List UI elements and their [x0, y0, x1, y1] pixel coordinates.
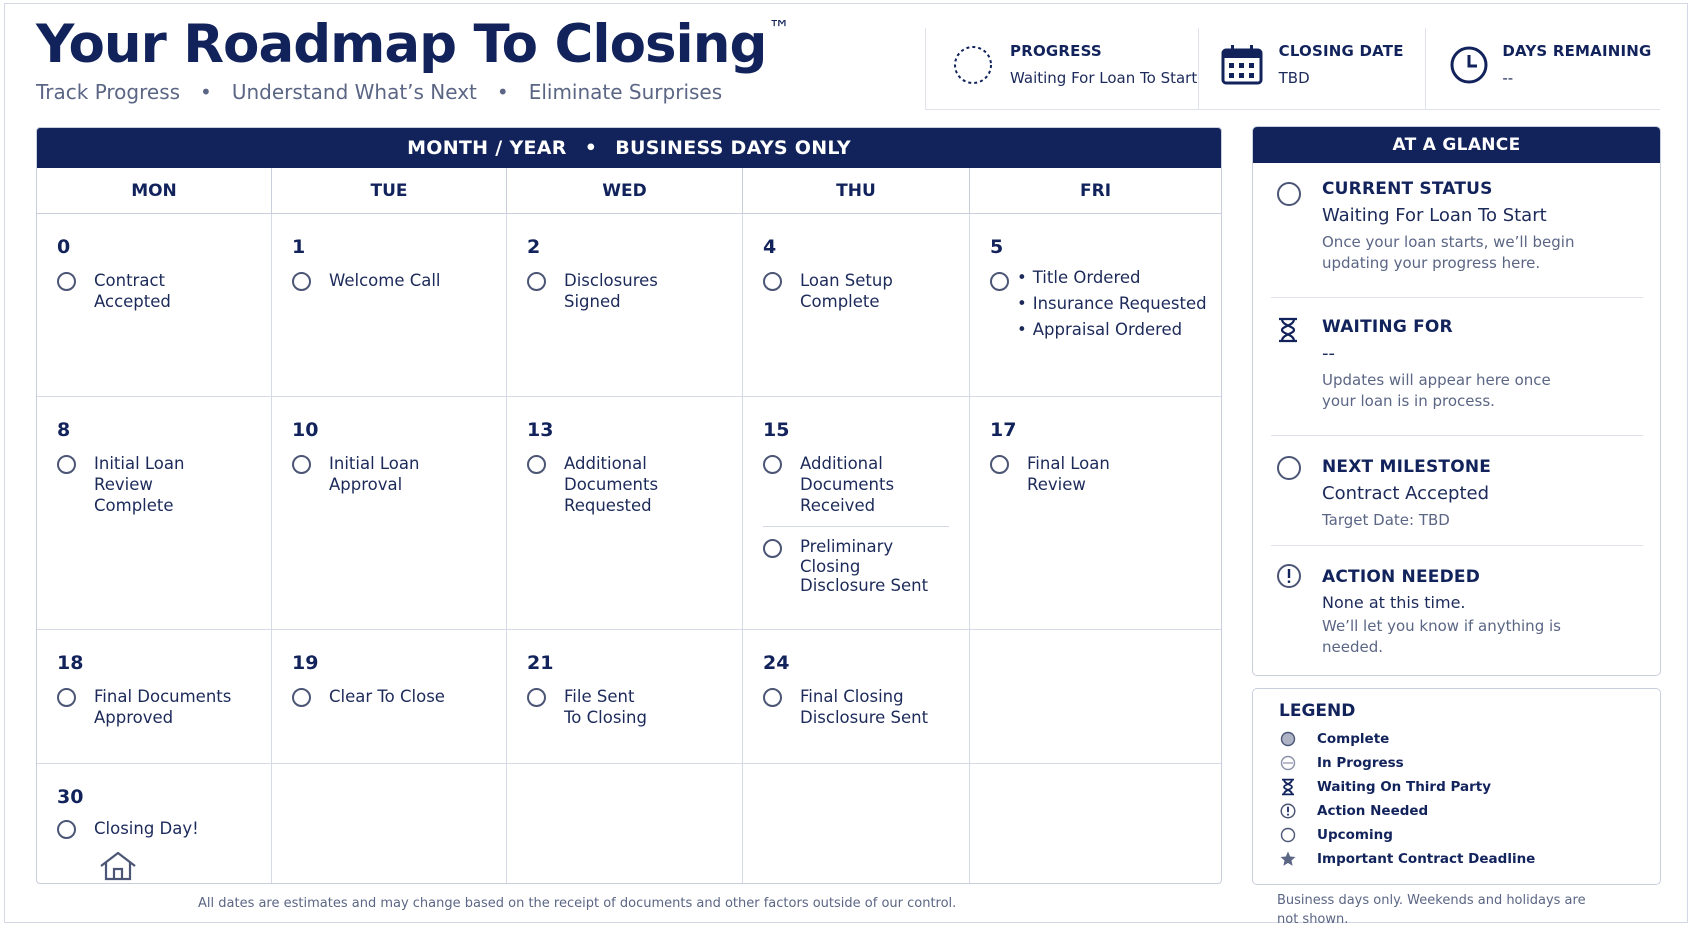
- calendar-cell-empty: [970, 764, 1221, 884]
- calendar-cell: [507, 397, 743, 630]
- legend-title: LEGEND: [1279, 701, 1356, 721]
- hourglass-icon: [1279, 778, 1297, 796]
- next-milestone-value: Contract Accepted: [1322, 483, 1490, 504]
- weekday-row: [37, 168, 1221, 214]
- progress-value: Waiting For Loan To Start: [1010, 69, 1198, 87]
- days-remaining-value: --: [1502, 69, 1514, 87]
- calendar-cell-empty: [272, 764, 507, 884]
- milestone-label: Closing Day!: [94, 819, 199, 838]
- next-milestone-note: Target Date: TBD: [1322, 511, 1450, 529]
- status-circle-icon: [1276, 181, 1302, 211]
- day-number: 4: [763, 236, 777, 258]
- day-number: 1: [292, 236, 306, 258]
- day-number: 18: [57, 652, 84, 674]
- subtitle-item: Eliminate Surprises: [528, 80, 723, 104]
- upcoming-circle-icon: [57, 820, 76, 839]
- milestone-item[interactable]: [990, 268, 1221, 343]
- calendar-cell: [272, 397, 507, 630]
- milestone-label: Initial Loan Review Complete: [94, 454, 185, 515]
- business-days-label: BUSINESS DAYS ONLY: [615, 137, 851, 159]
- upcoming-circle-icon: [57, 455, 76, 474]
- milestone-label: Disclosures Signed: [564, 271, 658, 311]
- cell-divider: [763, 526, 949, 527]
- roadmap-calendar: [36, 127, 1222, 884]
- at-a-glance-panel: [1252, 126, 1661, 676]
- milestone-item[interactable]: [763, 537, 969, 596]
- milestone-item[interactable]: [990, 453, 1221, 495]
- weekday-tue: TUE: [272, 168, 507, 213]
- milestone-label: Final Closing Disclosure Sent: [800, 687, 929, 727]
- upcoming-circle-icon: [763, 539, 782, 558]
- half-circle-icon: [1279, 754, 1297, 772]
- milestone-item[interactable]: [292, 453, 506, 495]
- upcoming-circle-icon: [527, 688, 546, 707]
- exclamation-icon: [1276, 563, 1302, 593]
- filled-circle-icon: [1279, 730, 1297, 748]
- legend-panel: [1252, 688, 1661, 885]
- milestone-label: Loan Setup Complete: [800, 271, 893, 311]
- progress-label: PROGRESS: [1010, 42, 1102, 60]
- star-icon: [1279, 850, 1297, 868]
- calendar-cell: [37, 397, 272, 630]
- calendar-cell: [970, 397, 1221, 630]
- calendar-cell: [272, 630, 507, 764]
- legend-item: [1279, 775, 1660, 799]
- closing-date-value: TBD: [1278, 69, 1310, 87]
- legend-footnote: Business days only. Weekends and holidays are not shown.: [1277, 893, 1586, 927]
- upcoming-circle-icon: [57, 688, 76, 707]
- upcoming-circle-icon: [763, 688, 782, 707]
- milestone-item[interactable]: [292, 686, 506, 707]
- calendar-cell: [37, 214, 272, 397]
- house-icon: [99, 851, 271, 884]
- glance-title: AT A GLANCE: [1253, 127, 1660, 163]
- calendar-header: [37, 128, 1221, 168]
- milestone-label: Final Documents Approved: [94, 687, 232, 727]
- milestone-bullet-list: [1017, 265, 1207, 343]
- section-divider: [1271, 297, 1643, 298]
- weekday-fri: FRI: [1079, 180, 1112, 201]
- milestone-bullet: • Insurance Requested: [1017, 291, 1207, 317]
- legend-label: Waiting On Third Party: [1317, 779, 1492, 795]
- legend-item: [1279, 727, 1660, 751]
- weekday-thu: THU: [743, 168, 970, 213]
- day-number: 17: [990, 419, 1017, 441]
- day-number: 30: [57, 786, 84, 808]
- hourglass-icon: [1276, 317, 1300, 347]
- milestone-label: Contract Accepted: [94, 271, 171, 311]
- calendar-icon: [1219, 42, 1265, 88]
- day-number: 2: [527, 236, 541, 258]
- day-number: 10: [292, 419, 319, 441]
- action-needed-value: None at this time.: [1322, 593, 1466, 612]
- subtitle-separator: •: [200, 80, 212, 104]
- weekday-wed: WED: [507, 168, 743, 213]
- calendar-cell: [743, 630, 970, 764]
- section-divider: [1271, 545, 1643, 546]
- page-subtitle: [36, 80, 722, 104]
- days-remaining-status: [1425, 28, 1660, 109]
- milestone-item[interactable]: [763, 453, 969, 516]
- subtitle-item: Understand What’s Next: [231, 80, 477, 104]
- status-bar: [925, 28, 1660, 110]
- exclamation-icon: [1279, 802, 1297, 820]
- calendar-cell: [743, 214, 970, 397]
- day-number: 13: [527, 419, 554, 441]
- legend-item: [1279, 823, 1660, 847]
- milestone-label: Final Loan Review: [1027, 454, 1110, 494]
- upcoming-circle-icon: [292, 688, 311, 707]
- legend-label: Upcoming: [1317, 827, 1393, 843]
- upcoming-circle-icon: [527, 272, 546, 291]
- milestone-label: Preliminary Closing Disclosure Sent: [800, 537, 929, 595]
- header-separator: •: [584, 137, 598, 159]
- legend-item: [1279, 751, 1660, 775]
- day-number: 24: [763, 652, 790, 674]
- subtitle-item: Track Progress: [36, 80, 181, 104]
- current-status-note: Once your loan starts, we’ll begin updating your progress here.: [1322, 233, 1575, 272]
- upcoming-circle-icon: [990, 272, 1009, 291]
- milestone-item[interactable]: [57, 270, 271, 312]
- legend-label: Complete: [1317, 731, 1390, 747]
- action-needed-label: ACTION NEEDED: [1322, 567, 1481, 587]
- legend-item: [1279, 799, 1660, 823]
- milestone-label: File Sent To Closing: [564, 687, 647, 727]
- milestone-bullet: • Title Ordered: [1017, 265, 1207, 291]
- month-year-label: MONTH / YEAR: [407, 137, 567, 159]
- upcoming-circle-icon: [57, 272, 76, 291]
- dashed-circle-icon: [950, 42, 996, 88]
- action-needed-note: We’ll let you know if anything is needed.: [1322, 617, 1561, 656]
- waiting-for-value: --: [1322, 343, 1335, 364]
- legend-item: [1279, 847, 1660, 871]
- next-milestone-section: [1271, 457, 1643, 531]
- legend-label: Important Contract Deadline: [1317, 851, 1536, 867]
- day-number: 19: [292, 652, 319, 674]
- progress-status: [926, 28, 1198, 109]
- legend-label: In Progress: [1317, 755, 1404, 771]
- current-status-section: [1271, 179, 1643, 274]
- calendar-cell: [507, 630, 743, 764]
- day-number: 15: [763, 419, 790, 441]
- milestone-item[interactable]: [527, 686, 742, 728]
- days-remaining-label: DAYS REMAINING: [1502, 42, 1652, 60]
- calendar-cell-empty: [970, 630, 1221, 764]
- day-number: 21: [527, 652, 554, 674]
- calendar-cell-empty: [507, 764, 743, 884]
- empty-circle-icon: [1279, 826, 1297, 844]
- closing-date-status: [1198, 28, 1426, 109]
- calendar-grid: [37, 214, 1221, 884]
- current-status-value: Waiting For Loan To Start: [1322, 205, 1547, 226]
- milestone-label: Additional Documents Requested: [564, 454, 659, 515]
- waiting-for-label: WAITING FOR: [1322, 317, 1453, 337]
- milestone-item[interactable]: [57, 686, 271, 728]
- calendar-cell-empty: [743, 764, 970, 884]
- milestone-item[interactable]: [527, 270, 742, 312]
- milestone-item[interactable]: [527, 453, 742, 516]
- weekday-mon: MON: [37, 168, 272, 213]
- waiting-for-note: Updates will appear here once your loan is in process.: [1322, 371, 1551, 410]
- closing-date-label: CLOSING DATE: [1278, 42, 1404, 60]
- upcoming-circle-icon: [990, 455, 1009, 474]
- upcoming-circle-icon: [763, 272, 782, 291]
- calendar-cell: [37, 764, 272, 884]
- milestone-item[interactable]: [763, 686, 969, 728]
- page-title: Your Roadmap To Closing™: [36, 14, 790, 75]
- upcoming-circle-icon: [292, 455, 311, 474]
- current-status-label: CURRENT STATUS: [1322, 179, 1493, 199]
- milestone-bullet: • Appraisal Ordered: [1017, 317, 1207, 343]
- milestone-item[interactable]: [57, 453, 271, 516]
- clock-icon: [1446, 42, 1492, 88]
- milestone-item[interactable]: [763, 270, 969, 312]
- calendar-cell: [37, 630, 272, 764]
- next-milestone-label: NEXT MILESTONE: [1322, 457, 1492, 477]
- milestone-item[interactable]: [57, 818, 271, 839]
- milestone-label: Additional Documents Received: [800, 454, 895, 515]
- calendar-footnote: All dates are estimates and may change based on the receipt of documents and other factors outside of our control.: [198, 896, 957, 911]
- milestone-label: Clear To Close: [329, 687, 445, 706]
- upcoming-circle-icon: [292, 272, 311, 291]
- calendar-cell: [743, 397, 970, 630]
- day-number: 5: [990, 236, 1004, 258]
- legend-label: Action Needed: [1317, 803, 1429, 819]
- calendar-cell: [970, 214, 1221, 397]
- milestone-label: Initial Loan Approval: [329, 454, 420, 494]
- waiting-for-section: [1271, 317, 1643, 412]
- calendar-cell: [507, 214, 743, 397]
- subtitle-separator: •: [496, 80, 509, 104]
- calendar-cell: [272, 214, 507, 397]
- milestone-label: Welcome Call: [329, 271, 441, 290]
- upcoming-circle-icon: [527, 455, 546, 474]
- action-needed-section: [1271, 567, 1643, 658]
- day-number: 8: [57, 419, 71, 441]
- upcoming-circle-icon: [763, 455, 782, 474]
- section-divider: [1271, 435, 1643, 436]
- day-number: 0: [57, 236, 71, 258]
- milestone-circle-icon: [1276, 455, 1302, 485]
- milestone-item[interactable]: [292, 270, 506, 291]
